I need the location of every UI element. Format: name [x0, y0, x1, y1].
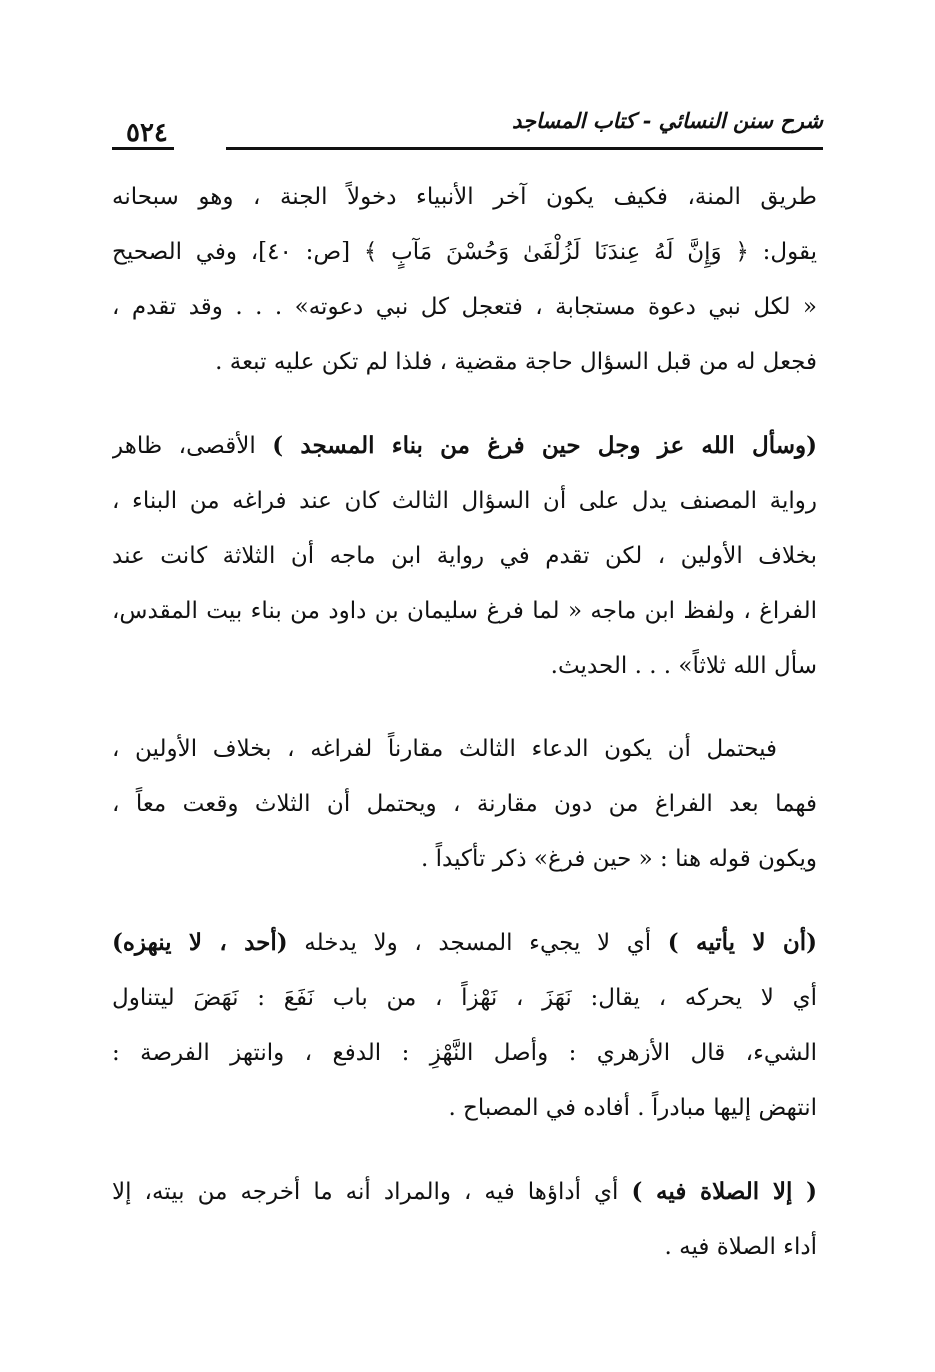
page-header — [112, 100, 823, 150]
text-line: سأل الله ثلاثاً» . . . الحديث. — [550, 653, 817, 679]
header-rule-gap — [174, 144, 226, 152]
text-line: أداء الصلاة فيه . — [664, 1234, 817, 1260]
body-text — [112, 170, 817, 1303]
text-line: الشيء، قال الأزهري : وأصل النَّهْزِ : الدفع ، وانتهز الفرصة : — [112, 1040, 817, 1066]
hadith-quote: (أحد ، لا ينهزه) — [112, 929, 288, 956]
text-line: فهما بعد الفراغ من دون مقارنة ، ويحتمل أن الثلاث وقعت معاً ، — [112, 791, 817, 817]
text-line: أي لا يحركه ، يقال: نَهَزَ ، نَهْزاً ، من باب نَفَعَ : نَهَضَ ليتناول — [112, 985, 817, 1011]
page-number: ٥٢٤ — [126, 118, 168, 148]
text-line: طريق المنة، فكيف يكون آخر الأنبياء دخولاً الجنة ، وهو سبحانه — [112, 184, 817, 210]
text-line: بخلاف الأولين ، لكن تقدم في رواية ابن ماجه أن الثلاثة كانت عند — [112, 543, 817, 569]
paragraph-2 — [112, 418, 817, 694]
running-title: شرح سنن النسائي - كتاب المساجد — [512, 108, 823, 133]
paragraph-3 — [112, 722, 817, 887]
paragraph-4 — [112, 915, 817, 1136]
text-line: « لكل نبي دعوة مستجابة ، فتعجل كل نبي دعوته» . . . وقد تقدم ، — [112, 294, 817, 320]
text-line: ويكون قوله هنا : « حين فرغ» ذكر تأكيداً . — [421, 846, 817, 872]
hadith-quote: ( إلا الصلاة فيه ) — [631, 1178, 817, 1205]
commentary-text: الأقصى، ظاهر — [112, 433, 273, 459]
paragraph-5 — [112, 1164, 817, 1275]
paragraph-1 — [112, 170, 817, 390]
text-line: الفراغ ، ولفظ ابن ماجه « لما فرغ سليمان بن داود من بناء بيت المقدس، — [112, 598, 817, 624]
text-line — [112, 915, 817, 971]
text-line — [112, 418, 817, 474]
text-line: رواية المصنف يدل على أن السؤال الثالث كان عند فراغه من البناء ، — [112, 488, 817, 514]
hadith-quote: (أن لا يأتيه ) — [667, 929, 817, 956]
hadith-quote: (وسأل الله عز وجل حين فرغ من بناء المسجد ) — [272, 432, 817, 459]
text-line — [112, 1164, 817, 1220]
text-line: يقول: ﴿ وَإِنَّ لَهُ عِندَنَا لَزُلْفَىٰ وَحُسْنَ مَآبٍ ﴾ [ص: ٤٠]، وفي الصحيح — [112, 239, 817, 265]
commentary-text: أي لا يجيء المسجد ، ولا يدخله — [287, 930, 668, 956]
text-line: انتهض إليها مبادراً . أفاده في المصباح . — [448, 1095, 817, 1121]
commentary-text: أي أداؤها فيه ، والمراد أنه ما أخرجه من بيته، إلا — [112, 1179, 632, 1205]
text-line: فجعل له من قبل السؤال حاجة مقضية ، فلذا لم تكن عليه تبعة . — [215, 349, 817, 375]
text-line: فيحتمل أن يكون الدعاء الثالث مقارناً لفراغه ، بخلاف الأولين ، — [112, 736, 777, 762]
